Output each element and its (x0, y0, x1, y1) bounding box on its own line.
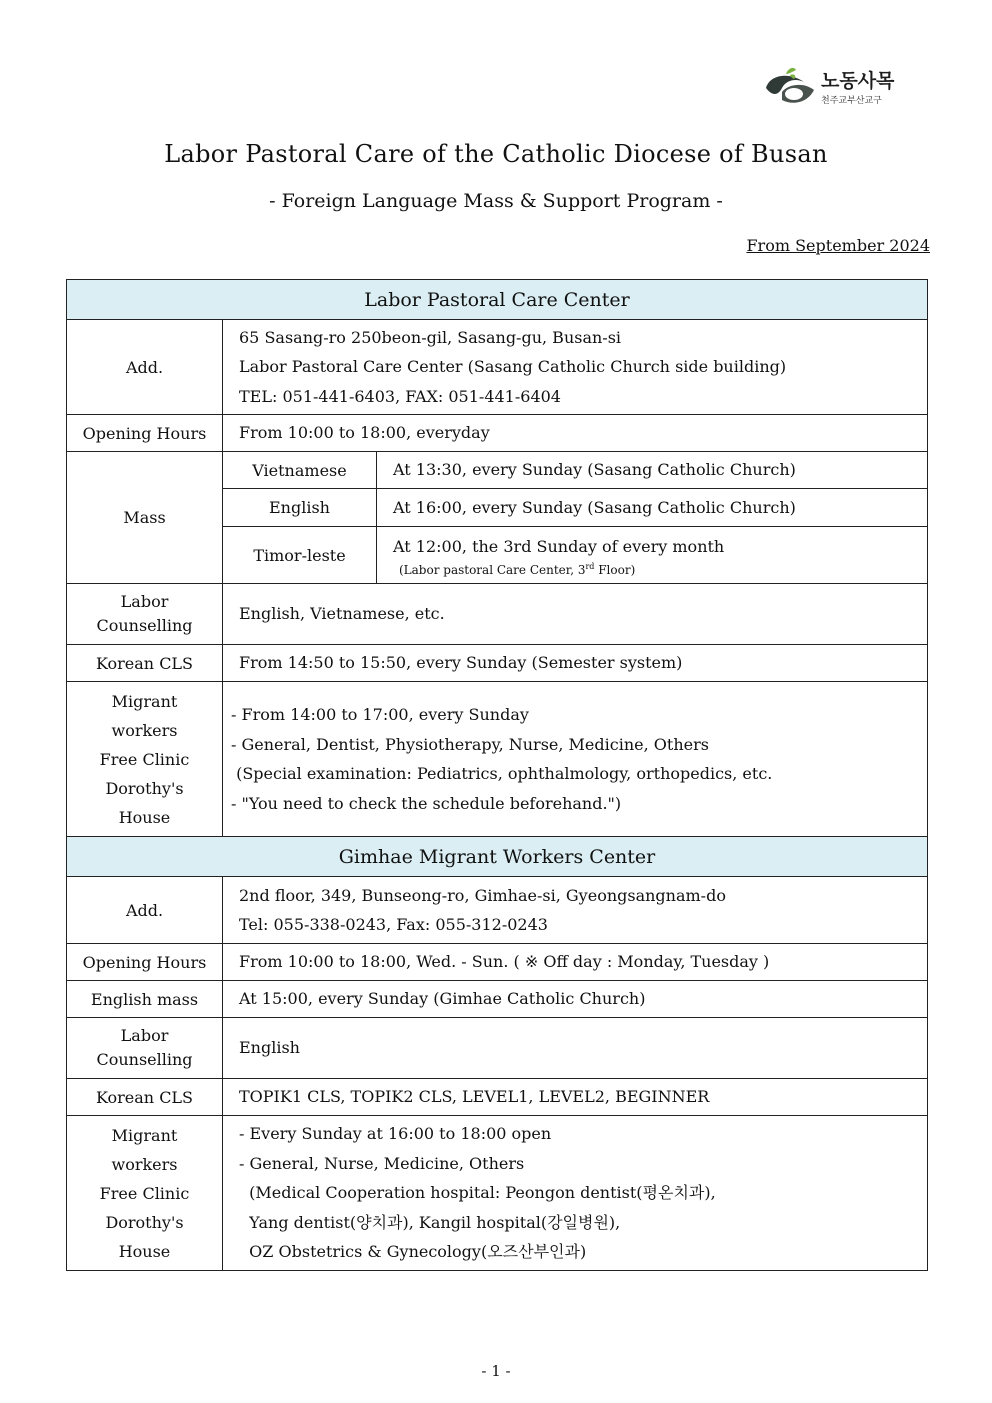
mass-language: English (223, 489, 377, 527)
table-row (67, 981, 928, 1018)
clinic-line: - "You need to check the schedule beforehand.") (231, 793, 622, 813)
clinic-line: - Every Sunday at 16:00 to 18:00 open (239, 1124, 552, 1144)
cls-value: TOPIK1 CLS, TOPIK2 CLS, LEVEL1, LEVEL2, BEGINNER (223, 1079, 928, 1116)
schedule-table (66, 279, 928, 1271)
mass-value: At 15:00, every Sunday (Gimhae Catholic Church) (223, 981, 928, 1018)
mass-language: Vietnamese (223, 452, 377, 489)
logo-subtitle: 천주교부산교구 (821, 96, 882, 106)
counselling-label: Labor Counselling (67, 1018, 223, 1079)
center1-name: Labor Pastoral Care Center (67, 280, 928, 320)
hours-label: Opening Hours (67, 944, 223, 981)
clinic-line: - From 14:00 to 17:00, every Sunday (231, 705, 529, 724)
clinic-line: - General, Nurse, Medicine, Others (239, 1153, 525, 1173)
mass-time (377, 527, 928, 584)
table-row (67, 944, 928, 981)
mass-time: At 16:00, every Sunday (Sasang Catholic Church) (377, 489, 928, 527)
address-line: 2nd floor, 349, Bunseong-ro, Gimhae-si, Gyeongsangnam-do (239, 885, 726, 905)
cls-label: Korean CLS (67, 645, 223, 682)
address-value (223, 877, 928, 944)
table-row (67, 320, 928, 415)
mass-language: Timor-leste (223, 527, 377, 584)
table-row (67, 415, 928, 452)
table-row (67, 1116, 928, 1271)
effective-date: From September 2024 (746, 236, 930, 255)
page-subtitle: - Foreign Language Mass & Support Program - (269, 190, 723, 212)
clinic-value (223, 682, 928, 837)
counselling-label: Labor Counselling (67, 584, 223, 645)
clinic-line: (Medical Cooperation hospital: Peongon dentist(평온치과), (239, 1183, 716, 1203)
table-row (67, 452, 928, 489)
counselling-value: English, Vietnamese, etc. (223, 584, 928, 645)
address-value (223, 320, 928, 415)
clinic-line: Yang dentist(양치과), Kangil hospital(강일병원), (239, 1212, 621, 1232)
center2-name: Gimhae Migrant Workers Center (67, 837, 928, 877)
address-line: 65 Sasang-ro 250beon-gil, Sasang-gu, Busan-si (239, 327, 622, 347)
logo-name: 노동사목 (821, 70, 895, 92)
mass-time-text: At 12:00, the 3rd Sunday of every month (393, 536, 725, 556)
table-row (67, 645, 928, 682)
page-number: - 1 - (481, 1362, 511, 1380)
clinic-line: (Special examination: Pediatrics, ophthalmology, orthopedics, etc. (231, 764, 773, 783)
table-row (67, 1018, 928, 1079)
mass-label: Mass (67, 452, 223, 584)
hours-value: From 10:00 to 18:00, Wed. - Sun. ( ※ Off day : Monday, Tuesday ) (223, 944, 928, 981)
hours-value: From 10:00 to 18:00, everyday (223, 415, 928, 452)
address-label: Add. (67, 320, 223, 415)
clinic-value (223, 1116, 928, 1271)
address-line: TEL: 051-441-6403, FAX: 051-441-6404 (239, 386, 561, 406)
clinic-line: - General, Dentist, Physiotherapy, Nurse, Medicine, Others (231, 734, 709, 754)
table-row (67, 1079, 928, 1116)
page-title: Labor Pastoral Care of the Catholic Diocese of Busan (164, 140, 828, 168)
mass-label: English mass (67, 981, 223, 1018)
cls-label: Korean CLS (67, 1079, 223, 1116)
hours-label: Opening Hours (67, 415, 223, 452)
clinic-label: Migrant workers Free Clinic Dorothy's House (67, 682, 223, 837)
clinic-label: Migrant workers Free Clinic Dorothy's House (67, 1116, 223, 1271)
mass-location-note: (Labor pastoral Care Center, 3rd Floor) (399, 561, 636, 577)
counselling-value: English (223, 1018, 928, 1079)
section-header (67, 837, 928, 877)
clinic-line: OZ Obstetrics & Gynecology(오즈산부인과) (239, 1242, 587, 1262)
logo (764, 64, 914, 108)
section-header (67, 280, 928, 320)
logo-mark-icon (764, 64, 820, 108)
address-label: Add. (67, 877, 223, 944)
address-line: Labor Pastoral Care Center (Sasang Catholic Church side building) (239, 357, 787, 377)
address-line: Tel: 055-338-0243, Fax: 055-312-0243 (239, 915, 548, 934)
table-row (67, 877, 928, 944)
table-row (67, 682, 928, 837)
cls-value: From 14:50 to 15:50, every Sunday (Semester system) (223, 645, 928, 682)
table-row (67, 584, 928, 645)
mass-time: At 13:30, every Sunday (Sasang Catholic Church) (377, 452, 928, 489)
